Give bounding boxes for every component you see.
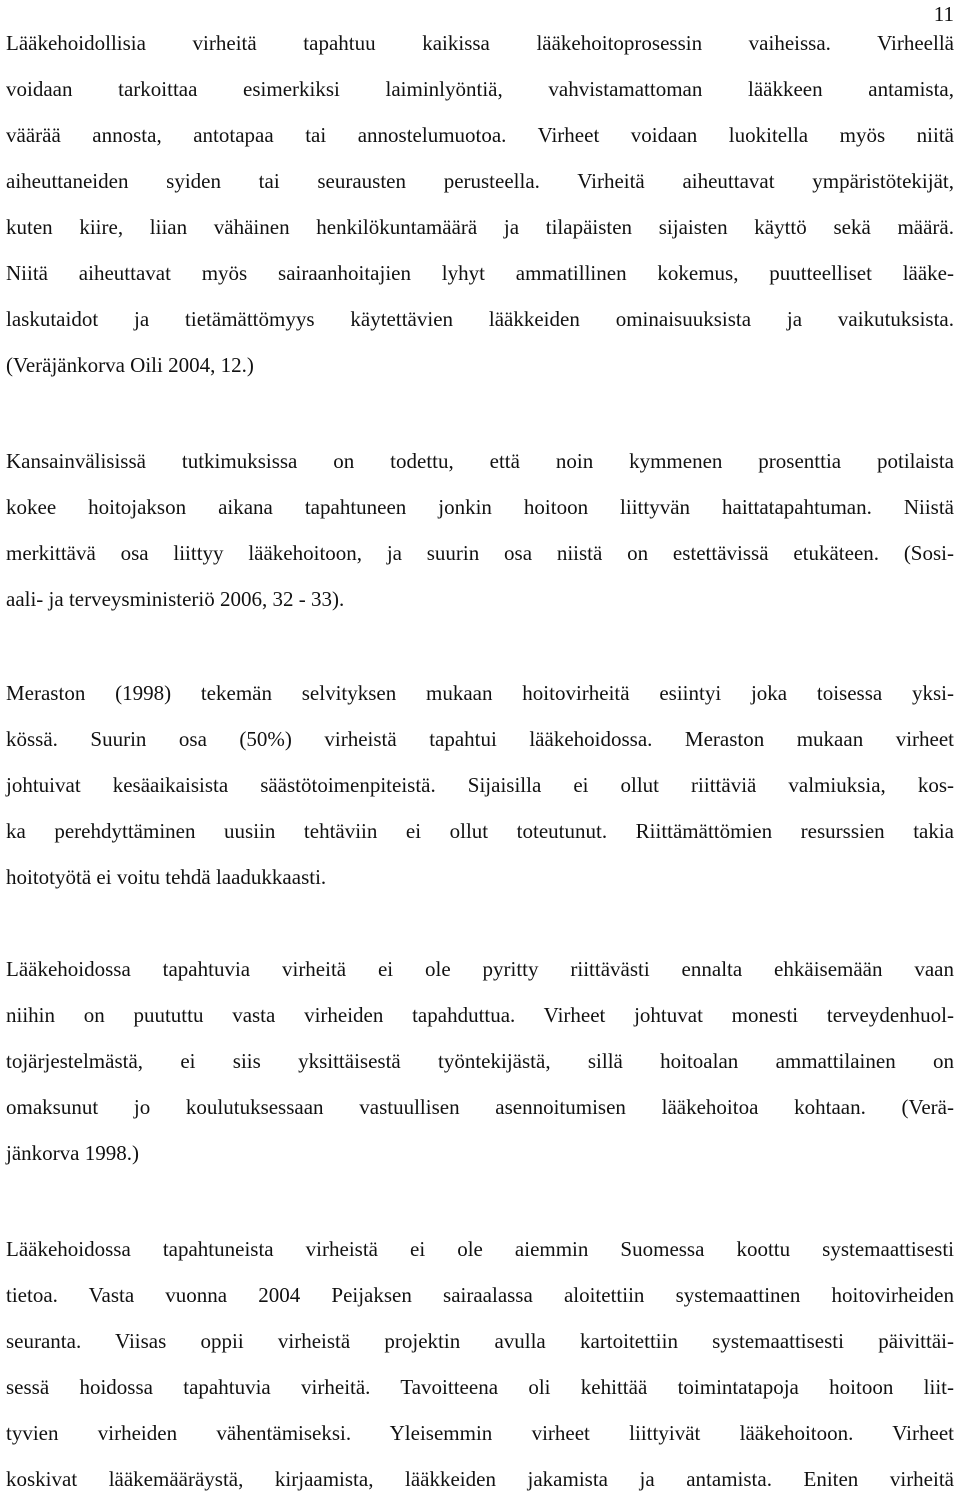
- text-line: Niitä aiheuttavat myös sairaanhoitajien lyhyt ammatillinen kokemus, puutteelliset lääke-: [6, 261, 954, 285]
- paragraph-prevention: [6, 946, 954, 1176]
- text-line: johtuivat kesäaikaisista säästötoimenpiteistä. Sijaisilla ei ollut riittäviä valmiuksia, kos-: [6, 773, 954, 797]
- text-line: aiheuttaneiden syiden tai seurausten perusteella. Virheitä aiheuttavat ympäristötekijät,: [6, 169, 954, 193]
- page-number: 11: [933, 2, 954, 26]
- text-line: koskivat lääkemääräystä, kirjaamista, lääkkeiden jakamista ja antamista. Eniten virheitä: [6, 1467, 954, 1491]
- text-line: tietoa. Vasta vuonna 2004 Peijaksen sairaalassa aloitettiin systemaattinen hoitovirheiden: [6, 1283, 954, 1307]
- paragraph-meraston-survey: [6, 670, 954, 900]
- paragraph-medication-errors: [6, 20, 954, 388]
- text-line: kokee hoitojakson aikana tapahtuneen jonkin hoitoon liittyvän haittatapahtuman. Niistä: [6, 495, 954, 519]
- paragraph-peijas-monitoring: [6, 1226, 954, 1502]
- text-line: väärää annosta, antotapaa tai annostelumuotoa. Virheet voidaan luokitella myös niitä: [6, 123, 954, 147]
- text-line: omaksunut jo koulutuksessaan vastuullisen asennoitumisen lääkehoitoa kohtaan. (Verä-: [6, 1095, 954, 1119]
- text-line: laskutaidot ja tietämättömyys käytettävien lääkkeiden ominaisuuksista ja vaikutuksista.: [6, 307, 954, 331]
- text-line: Lääkehoidollisia virheitä tapahtuu kaikissa lääkehoitoprosessin vaiheissa. Virheellä: [6, 31, 954, 55]
- text-line: (Veräjänkorva Oili 2004, 12.): [6, 353, 254, 377]
- text-line: merkittävä osa liittyy lääkehoitoon, ja suurin osa niistä on estettävissä etukäteen. (Sosi-: [6, 541, 954, 565]
- text-line: tyvien virheiden vähentämiseksi. Yleisemmin virheet liittyivät lääkehoitoon. Virheet: [6, 1421, 954, 1445]
- text-line: Lääkehoidossa tapahtuneista virheistä ei ole aiemmin Suomessa koottu systemaattisesti: [6, 1237, 954, 1261]
- text-line: Kansainvälisissä tutkimuksissa on todettu, että noin kymmenen prosenttia potilaista: [6, 449, 954, 473]
- text-line: sessä hoidossa tapahtuvia virheitä. Tavoitteena oli kehittää toimintatapoja hoitoon liit-: [6, 1375, 954, 1399]
- text-line: aali- ja terveysministeriö 2006, 32 - 33).: [6, 587, 345, 611]
- text-line: kuten kiire, liian vähäinen henkilökuntamäärä ja tilapäisten sijaisten käyttö sekä määrä.: [6, 215, 954, 239]
- text-line: seuranta. Viisas oppii virheistä projektin avulla kartoitettiin systemaattisesti päivittäi-: [6, 1329, 954, 1353]
- text-line: Lääkehoidossa tapahtuvia virheitä ei ole pyritty riittävästi ennalta ehkäisemään vaan: [6, 957, 954, 981]
- text-line: niihin on puututtu vasta virheiden tapahduttua. Virheet johtuvat monesti terveydenhuol-: [6, 1003, 954, 1027]
- text-line: tojärjestelmästä, ei siis yksittäisestä työntekijästä, sillä hoitoalan ammattilainen on: [6, 1049, 954, 1073]
- text-line: hoitotyötä ei voitu tehdä laadukkaasti.: [6, 865, 327, 889]
- text-line: voidaan tarkoittaa esimerkiksi laiminlyöntiä, vahvistamattoman lääkkeen antamista,: [6, 77, 954, 101]
- text-line: jänkorva 1998.): [6, 1141, 139, 1165]
- text-line: kössä. Suurin osa (50%) virheistä tapahtui lääkehoidossa. Meraston mukaan virheet: [6, 727, 954, 751]
- text-line: Meraston (1998) tekemän selvityksen mukaan hoitovirheitä esiintyi joka toisessa yksi-: [6, 681, 954, 705]
- paragraph-international-studies: [6, 438, 954, 622]
- text-line: ka perehdyttäminen uusiin tehtäviin ei ollut toteutunut. Riittämättömien resurssien takia: [6, 819, 954, 843]
